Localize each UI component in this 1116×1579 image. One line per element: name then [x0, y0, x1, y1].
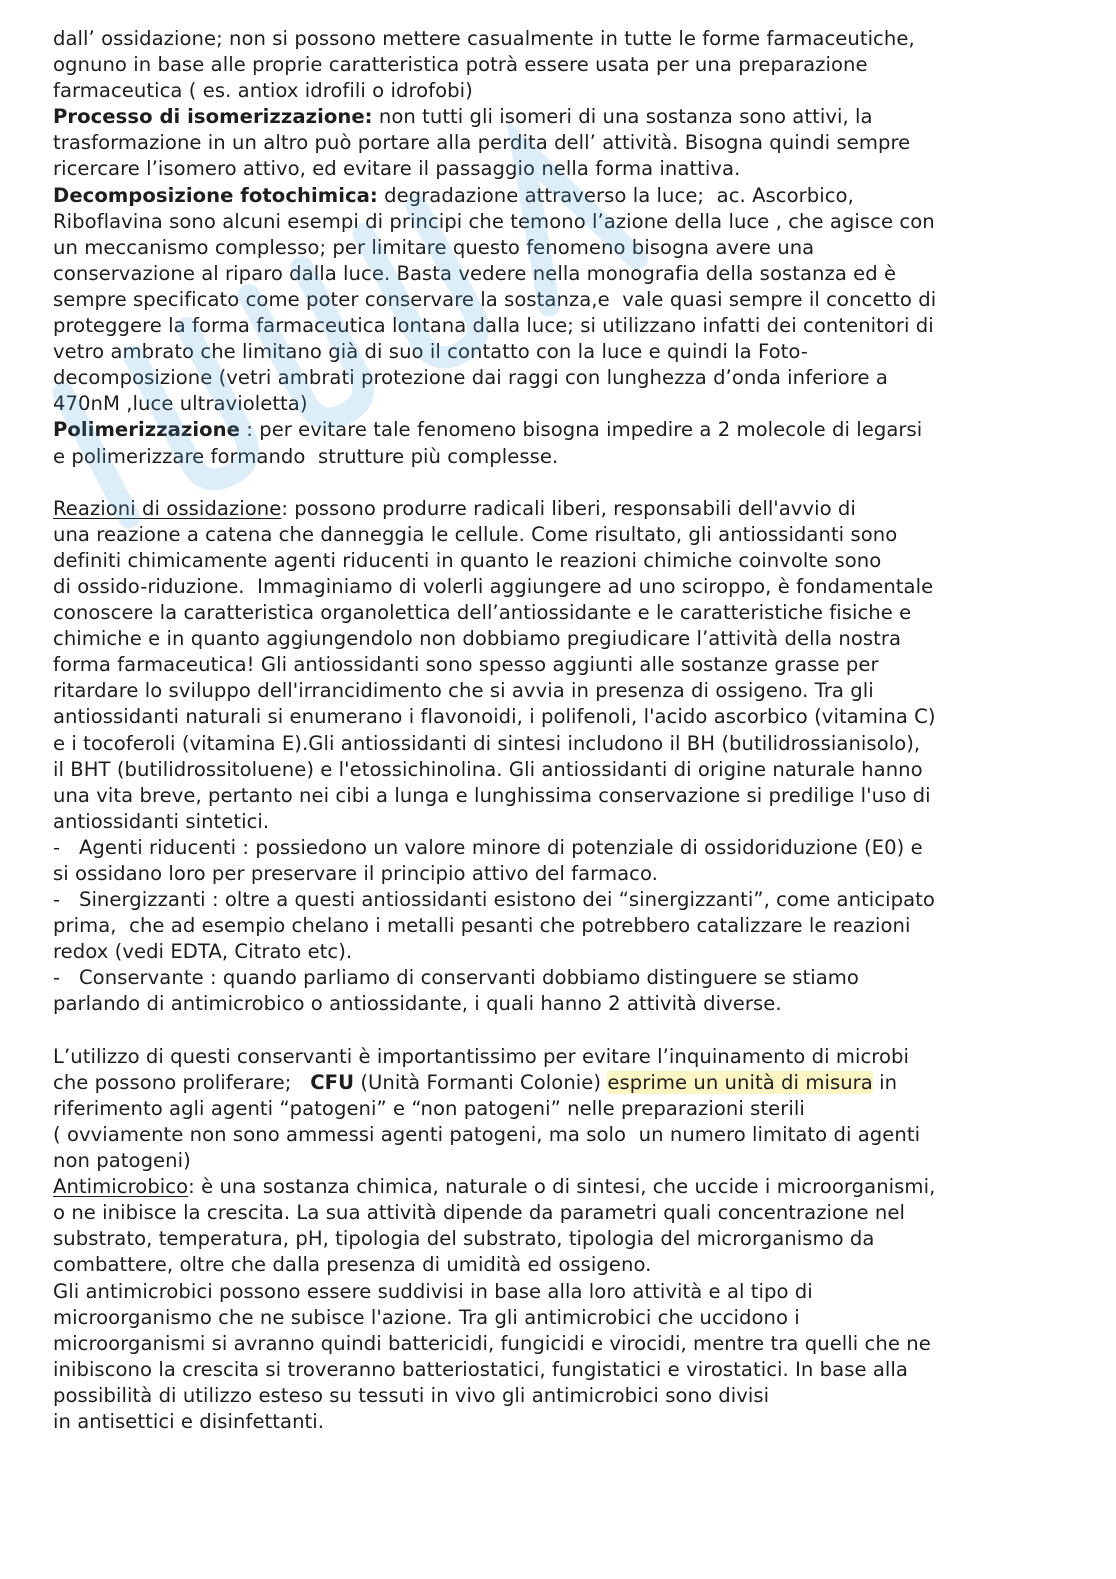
text-line: riferimento agli agenti “patogeni” e “non patogeni” nelle preparazioni sterili — [53, 1096, 805, 1120]
text-run: degradazione attraverso la luce; ac. Ascorbico, — [377, 183, 854, 207]
text-line: vetro ambrato che limitano già di suo il contatto con la luce e quindi la Foto- — [53, 340, 808, 364]
list-item-agenti-riducenti: - Agenti riducenti : possiedono un valore minore di potenziale di ossidoriduzione (E0) e — [53, 835, 923, 859]
text-line: Riboflavina sono alcuni esempi di principi che temono l’azione della luce , che agisce con — [53, 209, 935, 233]
list-item-conservante: - Conservante : quando parliamo di conservanti dobbiamo distinguere se stiamo — [53, 966, 859, 990]
text-line: antiossidanti naturali si enumerano i flavonoidi, i polifenoli, l'acido ascorbico (vitamina C) — [53, 705, 936, 729]
text-line: 470nM ,luce ultravioletta) — [53, 392, 308, 416]
text-run: : possono produrre radicali liberi, responsabili dell'avvio di — [281, 496, 856, 520]
ossidazione-paragraph — [53, 496, 1063, 522]
text-line: in antisettici e disinfettanti. — [53, 1409, 325, 1433]
text-line: di ossido-riduzione. Immaginiamo di volerli aggiungere ad uno sciroppo, è fondamentale — [53, 574, 934, 598]
text-line: decomposizione (vetri ambrati protezione dai raggi con lunghezza d’onda inferiore a — [53, 366, 888, 390]
fotochimica-paragraph — [53, 183, 1063, 209]
paragraph-gap — [53, 1018, 1063, 1044]
text-line: definiti chimicamente agenti riducenti in quanto le reazioni chimiche coinvolte sono — [53, 548, 882, 572]
text-line: e polimerizzare formando strutture più complesse. — [53, 444, 559, 468]
paragraph-gap — [53, 470, 1063, 496]
term-polimerizzazione: Polimerizzazione — [53, 418, 240, 442]
text-line: L’utilizzo di questi conservanti è importantissimo per evitare l’inquinamento di microbi — [53, 1044, 909, 1068]
text-line: non patogeni) — [53, 1149, 191, 1173]
text-line: farmaceutica ( es. antiox idrofili o idrofobi) — [53, 79, 473, 103]
text-line: Gli antimicrobici possono essere suddivisi in base alla loro attività e al tipo di — [53, 1279, 813, 1303]
antimicrobico-paragraph — [53, 1174, 1063, 1200]
text-run: in — [872, 1070, 898, 1094]
list-item-sinergizzanti: - Sinergizzanti : oltre a questi antiossidanti esistono dei “sinergizzanti”, come anticipato — [53, 888, 935, 912]
text-line: trasformazione in un altro può portare alla perdita dell’ attività. Bisogna quindi sempre — [53, 131, 911, 155]
text-run: : è una sostanza chimica, naturale o di sintesi, che uccide i microorganismi, — [188, 1175, 936, 1199]
text-line: conoscere la caratteristica organolettica dell’antiossidante e le caratteristiche fisiche e — [53, 601, 912, 625]
text-run: non tutti gli isomeri di una sostanza sono attivi, la — [378, 105, 873, 129]
text-line: possibilità di utilizzo esteso su tessuti in vivo gli antimicrobici sono divisi — [53, 1383, 770, 1407]
text-line: antiossidanti sintetici. — [53, 809, 270, 833]
text-line: una reazione a catena che danneggia le cellule. Come risultato, gli antiossidanti sono — [53, 522, 898, 546]
text-line: ognuno in base alle proprie caratteristica potrà essere usata per una preparazione — [53, 53, 868, 77]
text-line: substrato, temperatura, pH, tipologia del substrato, tipologia del microrganismo da — [53, 1227, 875, 1251]
text-line: forma farmaceutica! Gli antiossidanti sono spesso aggiunti alle sostanze grasse per — [53, 653, 879, 677]
text-line: parlando di antimicrobico o antiossidante, i quali hanno 2 attività diverse. — [53, 992, 782, 1016]
document-page — [53, 26, 1063, 1435]
text-line: inibiscono la crescita si troveranno batteriostatici, fungistatici e virostatici. In base alla — [53, 1357, 908, 1381]
text-line: conservazione al riparo dalla luce. Basta vedere nella monografia della sostanza ed è — [53, 261, 897, 285]
text-line: sempre specificato come poter conservare la sostanza,e vale quasi sempre il concetto di — [53, 287, 937, 311]
term-ossidazione: Reazioni di ossidazione — [53, 496, 282, 520]
term-fotochimica: Decomposizione fotochimica: — [53, 183, 378, 207]
text-line: chimiche e in quanto aggiungendolo non dobbiamo pregiudicare l’attività della nostra — [53, 627, 902, 651]
isomerizzazione-paragraph — [53, 104, 1063, 130]
text-line: o ne inibisce la crescita. La sua attività dipende da parametri quali concentrazione nel — [53, 1201, 905, 1225]
text-line: un meccanismo complesso; per limitare questo fenomeno bisogna avere una — [53, 235, 815, 259]
text-line: ritardare lo sviluppo dell'irrancidimento che si avvia in presenza di ossigeno. Tra gli — [53, 679, 874, 703]
cfu-line — [53, 1070, 1063, 1096]
text-line: e i tocoferoli (vitamina E).Gli antiossidanti di sintesi includono il BH (butilidrossianisolo), — [53, 731, 921, 755]
polimerizzazione-paragraph — [53, 417, 1063, 443]
text-run: che possono proliferare; — [53, 1070, 311, 1094]
term-isomerizzazione: Processo di isomerizzazione: — [53, 105, 373, 129]
text-line: ( ovviamente non sono ammessi agenti patogeni, ma solo un numero limitato di agenti — [53, 1122, 921, 1146]
term-cfu: CFU — [310, 1070, 355, 1094]
highlighted-text: esprime un unità di misura — [607, 1070, 873, 1094]
text-line: ricercare l’isomero attivo, ed evitare il passaggio nella forma inattiva. — [53, 157, 741, 181]
text-line: microorganismo che ne subisce l'azione. Tra gli antimicrobici che uccidono i — [53, 1305, 800, 1329]
term-antimicrobico: Antimicrobico — [53, 1175, 189, 1199]
text-line: dall’ ossidazione; non si possono mettere casualmente in tutte le forme farmaceutiche, — [53, 27, 915, 50]
text-line: prima, che ad esempio chelano i metalli pesanti che potrebbero catalizzare le reazioni — [53, 914, 911, 938]
text-run: (Unità Formanti Colonie) — [354, 1070, 608, 1094]
text-line: combattere, oltre che dalla presenza di umidità ed ossigeno. — [53, 1253, 652, 1277]
text-line: il BHT (butilidrossitoluene) e l'etossichinolina. Gli antiossidanti di origine naturale hanno — [53, 757, 923, 781]
text-line: redox (vedi EDTA, Citrato etc). — [53, 940, 353, 964]
text-line: si ossidano loro per preservare il principio attivo del farmaco. — [53, 862, 658, 885]
text-line: proteggere la forma farmaceutica lontana dalla luce; si utilizzano infatti dei contenitori di — [53, 314, 934, 338]
text-run: : per evitare tale fenomeno bisogna impedire a 2 molecole di legarsi — [240, 418, 923, 442]
text-line: una vita breve, pertanto nei cibi a lunga e lunghissima conservazione si predilige l'uso di — [53, 783, 931, 807]
text-line: microorganismi si avranno quindi battericidi, fungicidi e virocidi, mentre tra quelli che ne — [53, 1331, 931, 1355]
